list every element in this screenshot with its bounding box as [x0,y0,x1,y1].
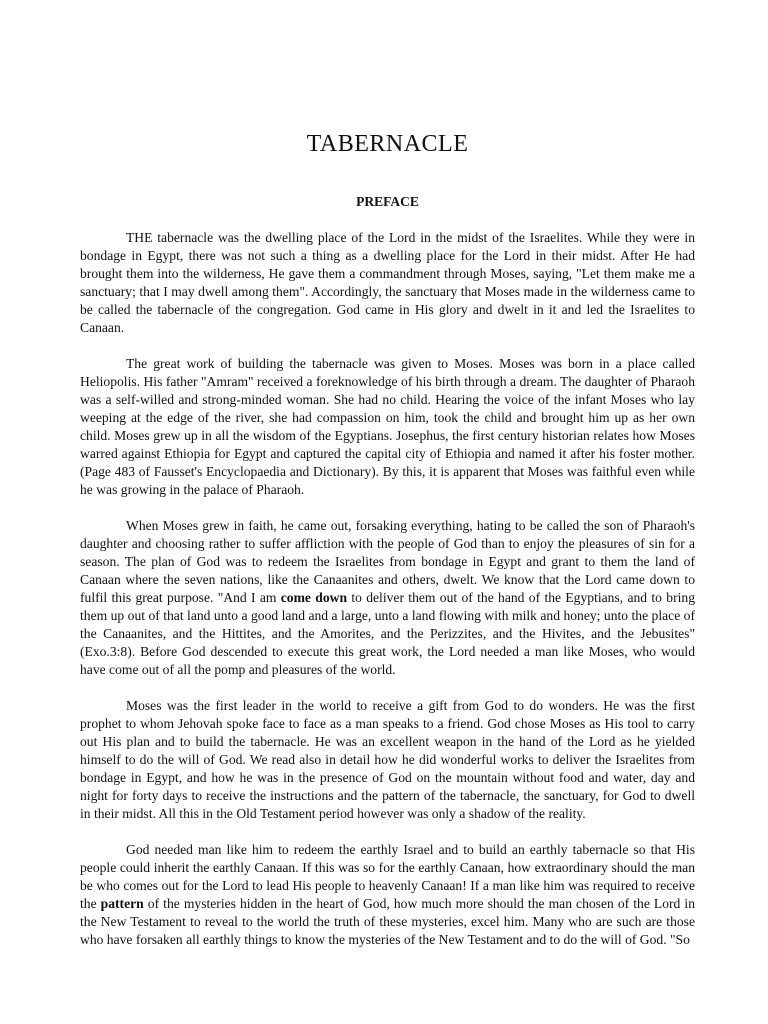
body-paragraph [80,841,695,949]
paragraph-text: Moses was the first leader in the world to receive a gift from God to do wonders. He was the first prophet to whom Jehovah spoke face to face as a man speaks to a friend. God chose Moses as His tool to carry out His plan and to build the tabernacle. He was an excellent weapon in the hand of the Lord as he yielded himself to do the will of God. We read also in detail how he did wonderful works to deliver the Israelites from bondage in Egypt, and how he was in the presence of God on the mountain without food and water, day and night for forty days to receive the instructions and the pattern of the tabernacle, the sanctuary, for God to dwell in their midst. All this in the Old Testament period however was only a shadow of the reality. [80,698,695,821]
paragraph-text: God needed man like him to redeem the earthly Israel and to build an earthly tabernacle so that His people could inherit the earthly Canaan. If this was so for the earthly Canaan, how extraordinary should the man be who comes out for the Lord to lead His people to heavenly Canaan! If a man like him was required to receive the [80,842,695,911]
document-title: TABERNACLE [306,131,469,157]
paragraph-text: to deliver them out of the hand of the Egyptians, and to bring them up out of that land unto a good land and a large, unto a land flowing with milk and honey; unto the place of the Canaanites, and the Hittites, and the Amorites, and the Perizzites, and the Hivites, and the Jebusites" (Exo.3:8). Before God descended to execute this great work, the Lord needed a man like Moses, who would have come out of all the pomp and pleasures of the world. [80,590,695,677]
body-paragraph [80,355,695,499]
paragraph-text: When Moses grew in faith, he came out, forsaking everything, hating to be called the son of Pharaoh's daughter and choosing rather to suffer affliction with the people of God than to enjoy the pleasures of sin for a season. The plan of God was to redeem the Israelites from bondage in Egypt and grant to them the land of Canaan where the seven nations, like the Canaanites and others, dwelt. We know that the Lord came down to fulfil this great purpose. "And I am [80,518,695,605]
body-paragraph [80,517,695,679]
bold-emphasis: pattern [100,896,144,911]
paragraph-text: of the mysteries hidden in the heart of God, how much more should the man chosen of the Lord in the New Testament to reveal to the world the truth of these mysteries, excel him. Many who are such are those who have forsaken all earthly things to know the mysteries of the New Testament and to do the will of God. "So [80,896,695,947]
body-paragraph [80,229,695,337]
body-paragraph [80,697,695,823]
bold-emphasis: come down [280,590,348,605]
paragraph-text: THE tabernacle was the dwelling place of the Lord in the midst of the Israelites. While they were in bondage in Egypt, there was not such a thing as a dwelling place for the Lord in their midst. After He had brought them into the wilderness, He gave them a commandment through Moses, saying, "Let them make me a sanctuary; that I may dwell among them". Accordingly, the sanctuary that Moses made in the wilderness came to be called the tabernacle of the congregation. God came in His glory and dwelt in it and led the Israelites to Canaan. [80,230,695,335]
document-body [80,229,695,967]
paragraph-text: The great work of building the tabernacle was given to Moses. Moses was born in a place called Heliopolis. His father "Amram" received a foreknowledge of his birth through a dream. The daughter of Pharaoh was a self-willed and strong-minded woman. She had no child. Hearing the voice of the infant Moses who lay weeping at the edge of the river, she had compassion on him, took the child and brought him up as her own child. Moses grew up in all the wisdom of the Egyptians. Josephus, the first century historian relates how Moses warred against Ethiopia for Egypt and captured the capital city of Ethiopia and named it after his foster mother. (Page 483 of Fausset's Encyclopaedia and Dictionary). By this, it is apparent that Moses was faithful even while he was growing in the palace of Pharaoh. [80,356,695,497]
section-heading: PREFACE [356,194,419,209]
